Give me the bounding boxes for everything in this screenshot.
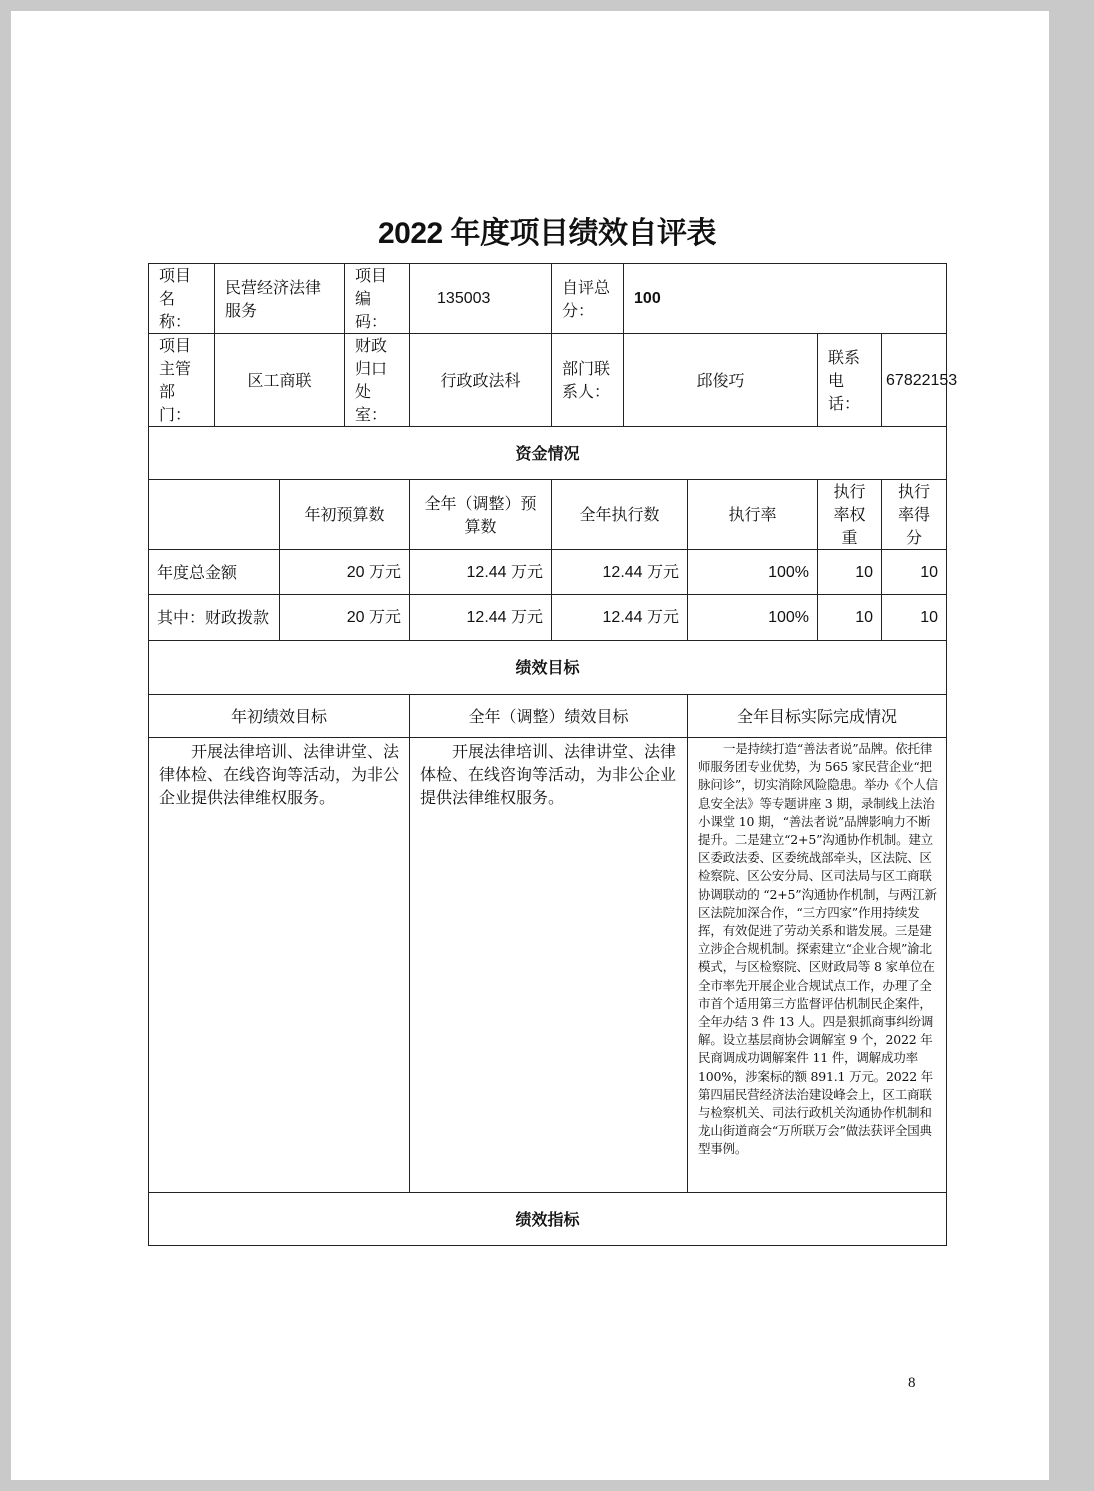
funds-row-budget: 20 万元 [280,550,410,595]
goals-section-title: 绩效目标 [149,641,947,695]
funds-row-label: 年度总金额 [149,550,280,595]
funds-row-score: 10 [882,550,947,595]
project-code-value: 135003 [410,264,552,334]
funds-header-score: 执行率得分 [882,480,947,550]
phone-label: 联系电话： [818,334,882,427]
indicators-section-title: 绩效指标 [149,1193,947,1246]
phone-value: 67822153 [882,334,947,427]
funds-header-executed: 全年执行数 [552,480,688,550]
funds-row-weight: 10 [818,595,882,641]
dept-label: 项目主管部门： [149,334,215,427]
goals-header-actual: 全年目标实际完成情况 [688,695,947,738]
finance-office-label: 财政归口处室： [345,334,410,427]
project-code-label: 项目编码： [345,264,410,334]
contact-person-label: 部门联系人： [552,334,624,427]
goals-header-adjusted: 全年（调整）绩效目标 [410,695,688,738]
self-score-value: 100 [624,264,947,334]
table-row [149,550,947,595]
funds-row-executed: 12.44 万元 [552,595,688,641]
funds-header-blank [149,480,280,550]
project-name-value: 民营经济法律服务 [215,264,345,334]
funds-header-initial-budget: 年初预算数 [280,480,410,550]
funds-row-rate: 100% [688,595,818,641]
funds-header-rate: 执行率 [688,480,818,550]
dept-value: 区工商联 [215,334,345,427]
funds-row-weight: 10 [818,550,882,595]
funds-row-score: 10 [882,595,947,641]
page-title: 2022 年度项目绩效自评表 [377,217,717,250]
goal-adjusted-text: 开展法律培训、法律讲堂、法律体检、在线咨询等活动，为非公企业提供法律维权服务。 [410,738,688,1193]
page-number: 8 [908,1375,916,1391]
goal-actual-text: 一是持续打造“善法者说”品牌。依托律师服务团专业优势，为 565 家民营企业“把脉问诊”，切实消除风险隐患。举办《个人信息安全法》等专题讲座 3 期，录制线上法治小课堂 10 期，“善法者说”品牌影响力不断提升。二是建立“2+5”沟通协作机制。建立区委政法委、区委统战部牵头，区法院、区检察院、区公安分局、区司法局与区工商联协调联动的 “2+5”沟通协作机制，与两江新区法院加深合作，“三方四家”作用持续发挥，有效促进了劳动关系和谐发展。三是建立涉企合规机制。探索建立“企业合规”渝北模式，与区检察院、区财政局等 8 家单位在全市率先开展企业合规试点工作，办理了全市首个适用第三方监督评估机制民企案件，全年办结 3 件 13 人。四是狠抓商事纠纷调解。设立基层商协会调解室 9 个，2022 年民商调成功调解案件 11 件，调解成功率 100%，涉案标的额 891.1 万元。2022 年第四届民营经济法治建设峰会上，区工商联与检察机关、司法行政机关沟通协作机制和龙山街道商会“万所联万会”做法获评全国典型事例。 [688,738,947,1193]
contact-person-value: 邱俊巧 [624,334,818,427]
funds-header-weight: 执行率权重 [818,480,882,550]
funds-row-executed: 12.44 万元 [552,550,688,595]
funds-section-title: 资金情况 [149,427,947,480]
funds-header-adjusted-budget: 全年（调整）预算数 [410,480,552,550]
funds-row-adjusted: 12.44 万元 [410,550,552,595]
goals-header-initial: 年初绩效目标 [149,695,410,738]
project-name-label: 项目名称： [149,264,215,334]
funds-row-rate: 100% [688,550,818,595]
funds-row-budget: 20 万元 [280,595,410,641]
finance-office-value: 行政政法科 [410,334,552,427]
goal-initial-text: 开展法律培训、法律讲堂、法律体检、在线咨询等活动，为非公企业提供法律维权服务。 [149,738,410,1193]
self-score-label: 自评总分： [552,264,624,334]
funds-row-adjusted: 12.44 万元 [410,595,552,641]
evaluation-table [148,263,958,1246]
table-row [149,595,947,641]
funds-row-label: 其中：财政拨款 [149,595,280,641]
